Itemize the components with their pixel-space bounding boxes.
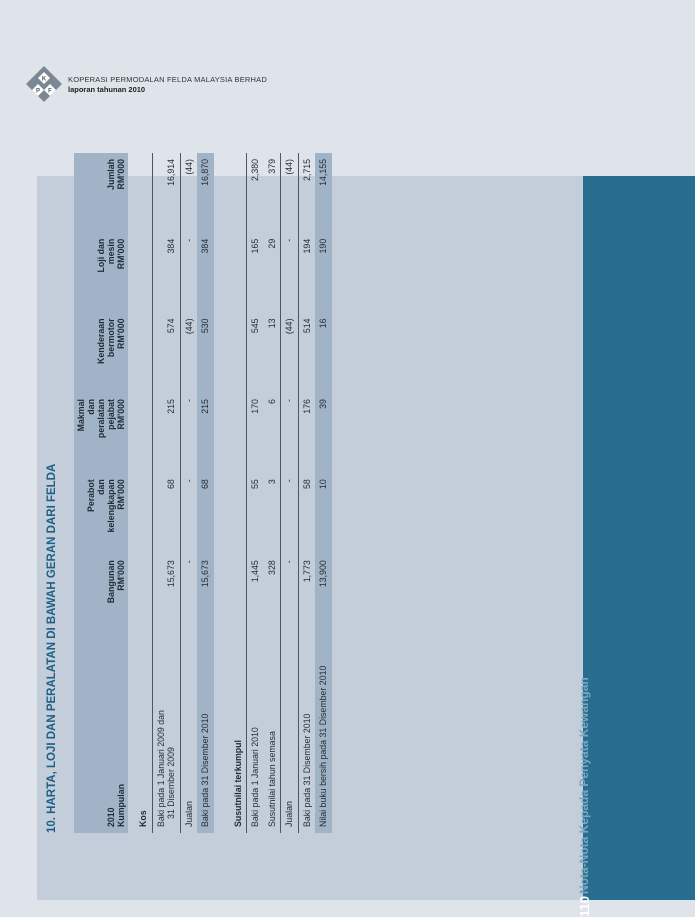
table-row: Baki pada 31 Disember 2010 1,773 58 176 514 194 2,715 xyxy=(298,153,315,833)
section-susutnilai: Susutnilai terkumpul xyxy=(232,739,243,827)
header-jumlah: Jumlah RM'000 xyxy=(74,153,128,233)
header-loji: Loji dan mesin RM'000 xyxy=(74,233,128,313)
table-row: Jualan - - - (44) - (44) xyxy=(281,153,299,833)
header-perabot: Perabot dan kelengkapan RM'000 xyxy=(74,473,128,554)
logo-letter-p: P xyxy=(35,88,41,95)
section-kos: Kos xyxy=(138,810,148,827)
side-band xyxy=(577,176,695,917)
kpf-logo xyxy=(24,64,64,104)
table-row: Susutnilai tahun semasa 328 3 6 13 29 379 xyxy=(266,159,277,827)
table-row: Baki pada 1 Januari 2009 dan 31 Disember 2009 15,673 68 215 574 384 16,914 xyxy=(152,153,180,833)
logo-letter-f: F xyxy=(48,88,52,95)
note-title: 10. HARTA, LOJI DAN PERALATAN DI BAWAH GERAN DARI FELDA xyxy=(46,463,58,833)
table-row: Baki pada 1 Januari 2010 1,445 55 170 545 165 2,380 xyxy=(247,153,264,833)
header-group: Kumpulan xyxy=(116,783,126,827)
report-name: laporan tahunan 2010 xyxy=(68,85,146,94)
organization-name: KOPERASI PERMODALAN FELDA MALAYSIA BERHAD xyxy=(68,75,267,84)
rotated-content xyxy=(46,153,376,833)
section-title: Nota-Nota Kepada Penyata Kewangan xyxy=(577,677,591,894)
table-header xyxy=(74,153,128,833)
page-number: 110 xyxy=(577,896,592,917)
header-bangunan: Bangunan RM'000 xyxy=(74,554,128,634)
table-row-total: Baki pada 31 Disember 2010 15,673 68 215 530 384 16,870 xyxy=(197,153,214,833)
header-year: 2010 xyxy=(106,807,116,827)
header-kenderaan: Kenderaan bermotor RM'000 xyxy=(74,312,128,393)
logo-letter-k: K xyxy=(41,76,47,83)
header-makmal: Makmal dan peralatan pejabat RM'000 xyxy=(74,393,128,473)
table-row: Jualan - - - (44) - (44) xyxy=(180,153,197,833)
table-row-total: Nilai buku bersih pada 31 Disember 2010 13,900 10 39 16 190 14,155 xyxy=(315,153,332,833)
header-label-cell xyxy=(74,635,128,833)
asset-table xyxy=(74,153,332,833)
